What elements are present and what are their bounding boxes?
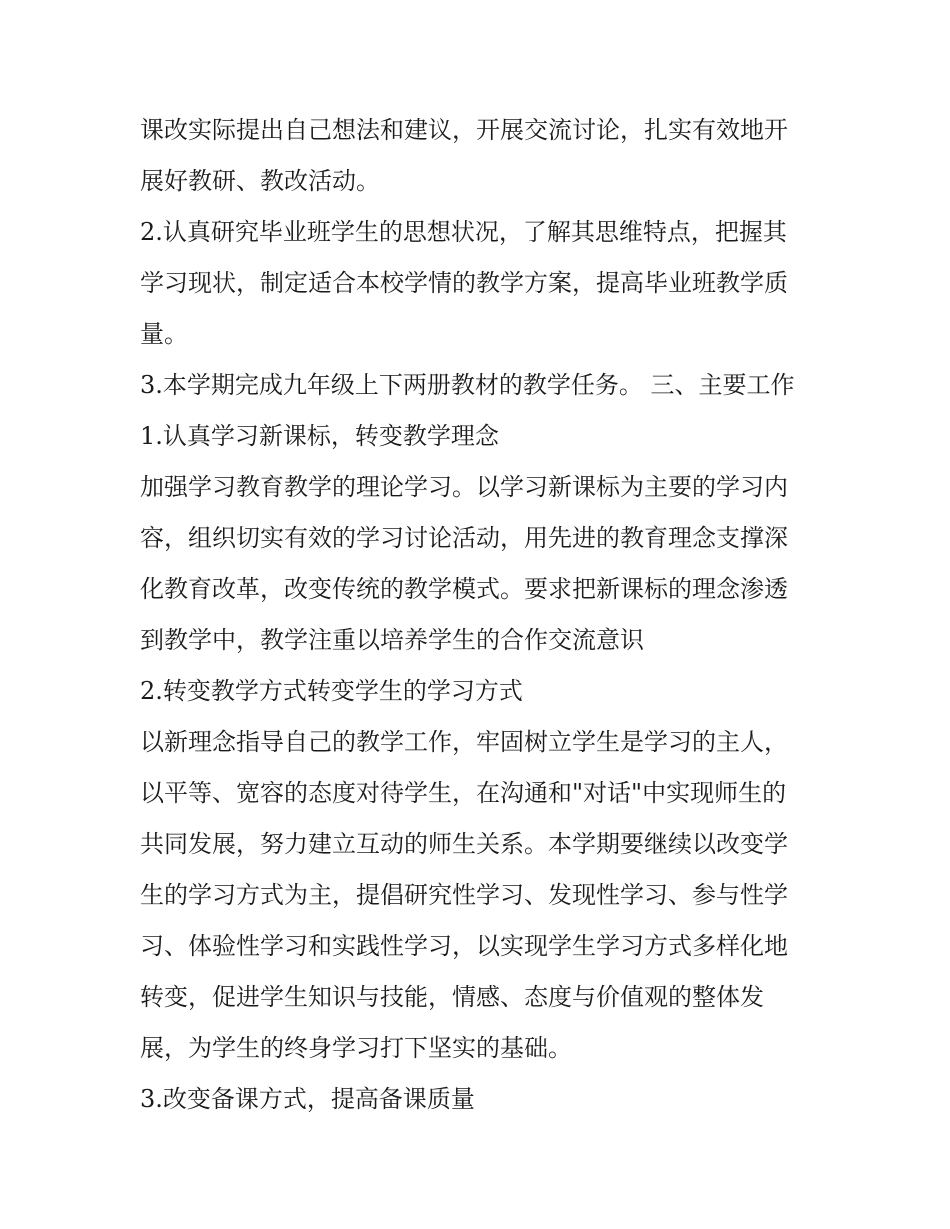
text-line: 学习现状，制定适合本校学情的教学方案，提高毕业班教学质 (140, 269, 788, 297)
text-line: 容，组织切实有效的学习讨论活动，用先进的教育理念支撑深 (140, 524, 788, 552)
section-heading: 2.转变教学方式转变学生的学习方式 (140, 677, 523, 705)
text-line: 3.本学期完成九年级上下两册教材的教学任务。 三、主要工作 (140, 371, 795, 399)
document-body (140, 105, 820, 1125)
text-line: 课改实际提出自己想法和建议，开展交流讨论，扎实有效地开 (140, 116, 788, 144)
text-line: 展好教研、教改活动。 (140, 167, 380, 195)
text-line: 以新理念指导自己的教学工作，牢固树立学生是学习的主人， (140, 728, 788, 756)
text-line: 生的学习方式为主，提倡研究性学习、发现性学习、参与性学 (140, 881, 788, 909)
text-line: 2.认真研究毕业班学生的思想状况，了解其思维特点，把握其 (140, 218, 787, 246)
text-line: 化教育改革，改变传统的教学模式。要求把新课标的理念渗透 (140, 575, 788, 603)
text-line: 以平等、宽容的态度对待学生，在沟通和"对话"中实现师生的 (140, 779, 787, 807)
text-line: 量。 (140, 320, 188, 348)
text-line: 习、体验性学习和实践性学习，以实现学生学习方式多样化地 (140, 932, 788, 960)
section-heading: 3.改变备课方式，提高备课质量 (140, 1085, 475, 1113)
text-line: 转变，促进学生知识与技能，情感、态度与价值观的整体发 (140, 983, 764, 1011)
section-heading: 1.认真学习新课标，转变教学理念 (140, 422, 499, 450)
text-line: 共同发展，努力建立互动的师生关系。本学期要继续以改变学 (140, 830, 788, 858)
text-line: 到教学中，教学注重以培养学生的合作交流意识 (140, 626, 644, 654)
text-line: 加强学习教育教学的理论学习。以学习新课标为主要的学习内 (140, 473, 788, 501)
text-line: 展，为学生的终身学习打下坚实的基础。 (140, 1034, 572, 1062)
